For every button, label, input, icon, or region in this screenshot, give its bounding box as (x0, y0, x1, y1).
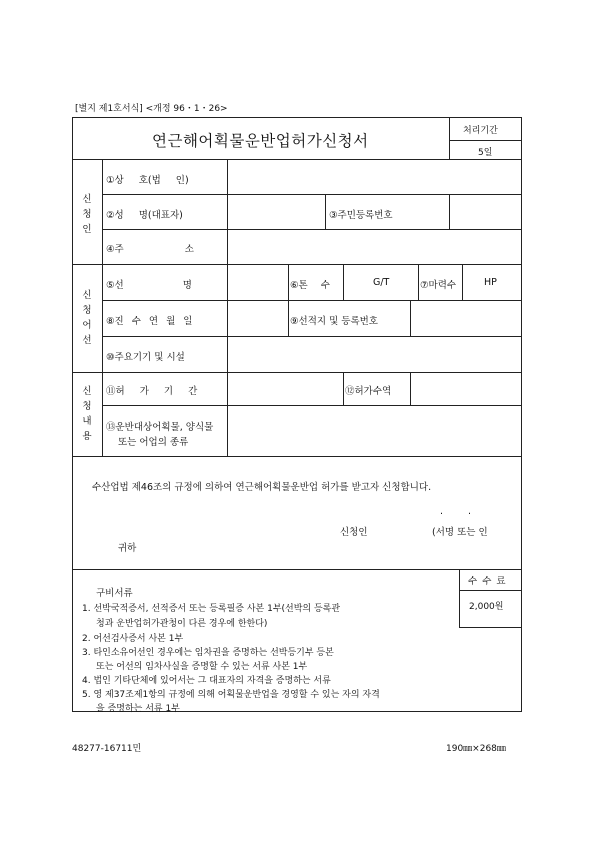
section-vessel (80, 288, 94, 348)
company-name-label: ①상 호(법 인) (106, 175, 189, 186)
species-field[interactable] (228, 406, 520, 455)
address-label: ④주 소 (106, 244, 194, 255)
document-item: 또는 어선의 임차사실을 증명할 수 있는 서류 사본 1부 (96, 662, 308, 672)
launch-date-label: ⑧진 수 연 월 일 (106, 316, 193, 327)
form-code: 48277-16711민 (72, 744, 142, 754)
permit-period-field[interactable] (228, 373, 342, 404)
permit-area-label: ⑫허가수역 (345, 386, 392, 397)
equipment-label: ⑩주요기기 및 시설 (106, 352, 185, 363)
tonnage-unit[interactable]: G/T (373, 277, 390, 288)
representative-field[interactable] (228, 195, 324, 228)
processing-period-value: 5일 (478, 148, 493, 158)
section-char: 용 (82, 431, 92, 442)
application-statement: 수산업법 제46조의 규정에 의하여 연근해어획물운반업 허가를 받고자 신청합니다. (92, 482, 432, 493)
resident-number-field[interactable] (450, 195, 520, 228)
section-applicant (80, 192, 94, 237)
section-char: 청 (82, 209, 92, 220)
signature-label[interactable]: (서명 또는 인 (432, 527, 488, 538)
section-char: 내 (82, 416, 92, 427)
paper-size: 190㎜×268㎜ (446, 744, 506, 754)
fee-amount: 2,000원 (469, 602, 504, 612)
section-char: 신 (82, 194, 92, 205)
section-char: 청 (82, 401, 92, 412)
addressee-label: 귀하 (118, 543, 137, 554)
section-char: 신 (82, 290, 92, 301)
company-name-field[interactable] (228, 160, 520, 193)
document-item: 청과 운반업허가관청이 다른 경우에 한한다) (96, 619, 268, 629)
document-item: 3. 타인소유어선인 경우에는 임차권을 증명하는 선박등기부 등본 (82, 648, 334, 658)
document-item: 1. 선박국적증서, 선적증서 또는 등록필증 사본 1부(선박의 등록관 (82, 604, 341, 614)
section-char: 청 (82, 305, 92, 316)
equipment-field[interactable] (228, 337, 520, 371)
section-request (80, 384, 94, 444)
port-registration-field[interactable] (411, 301, 520, 335)
port-registration-label: ⑨선적지 및 등록번호 (290, 316, 378, 327)
document-item: 4. 법인 기타단체에 있어서는 그 대표자의 자격을 증명하는 서류 (82, 676, 331, 686)
species-label-2: 또는 어업의 종류 (118, 437, 189, 448)
fee-label: 수 수 료 (468, 576, 506, 587)
permit-area-field[interactable] (411, 373, 520, 404)
species-label: ⑬운반대상어획물, 양식물 (106, 422, 214, 433)
section-char: 선 (82, 335, 92, 346)
ship-name-label: ⑤선 명 (106, 280, 192, 291)
document-item: 5. 영 제37조제1항의 규정에 의해 어획물운반업을 경영할 수 있는 자의 자격 (82, 690, 380, 700)
horsepower-unit[interactable]: HP (484, 277, 497, 288)
document-item: 2. 어선검사증서 사본 1부 (82, 634, 184, 644)
form-label: [별지 제1호서식] <개정 96・1・26> (75, 104, 228, 114)
date-marks: . . (440, 506, 472, 517)
tonnage-label: ⑥톤 수 (290, 280, 330, 291)
processing-period-label: 처리기간 (463, 126, 498, 136)
section-char: 인 (82, 224, 92, 235)
section-char: 신 (82, 386, 92, 397)
form-title: 연근해어획물운반업허가신청서 (152, 132, 369, 150)
launch-date-field[interactable] (228, 301, 287, 335)
address-field[interactable] (228, 230, 520, 263)
horsepower-label: ⑦마력수 (420, 280, 457, 291)
applicant-label: 신청인 (340, 527, 368, 538)
documents-heading: 구비서류 (96, 588, 133, 599)
permit-period-label: ⑪허 가 기 간 (106, 386, 198, 397)
ship-name-field[interactable] (228, 265, 287, 299)
section-char: 어 (82, 320, 92, 331)
document-item: 을 증명하는 서류 1부 (96, 704, 180, 714)
resident-number-label: ③주민등록번호 (329, 210, 393, 221)
representative-label: ②성 명(대표자) (106, 210, 183, 221)
